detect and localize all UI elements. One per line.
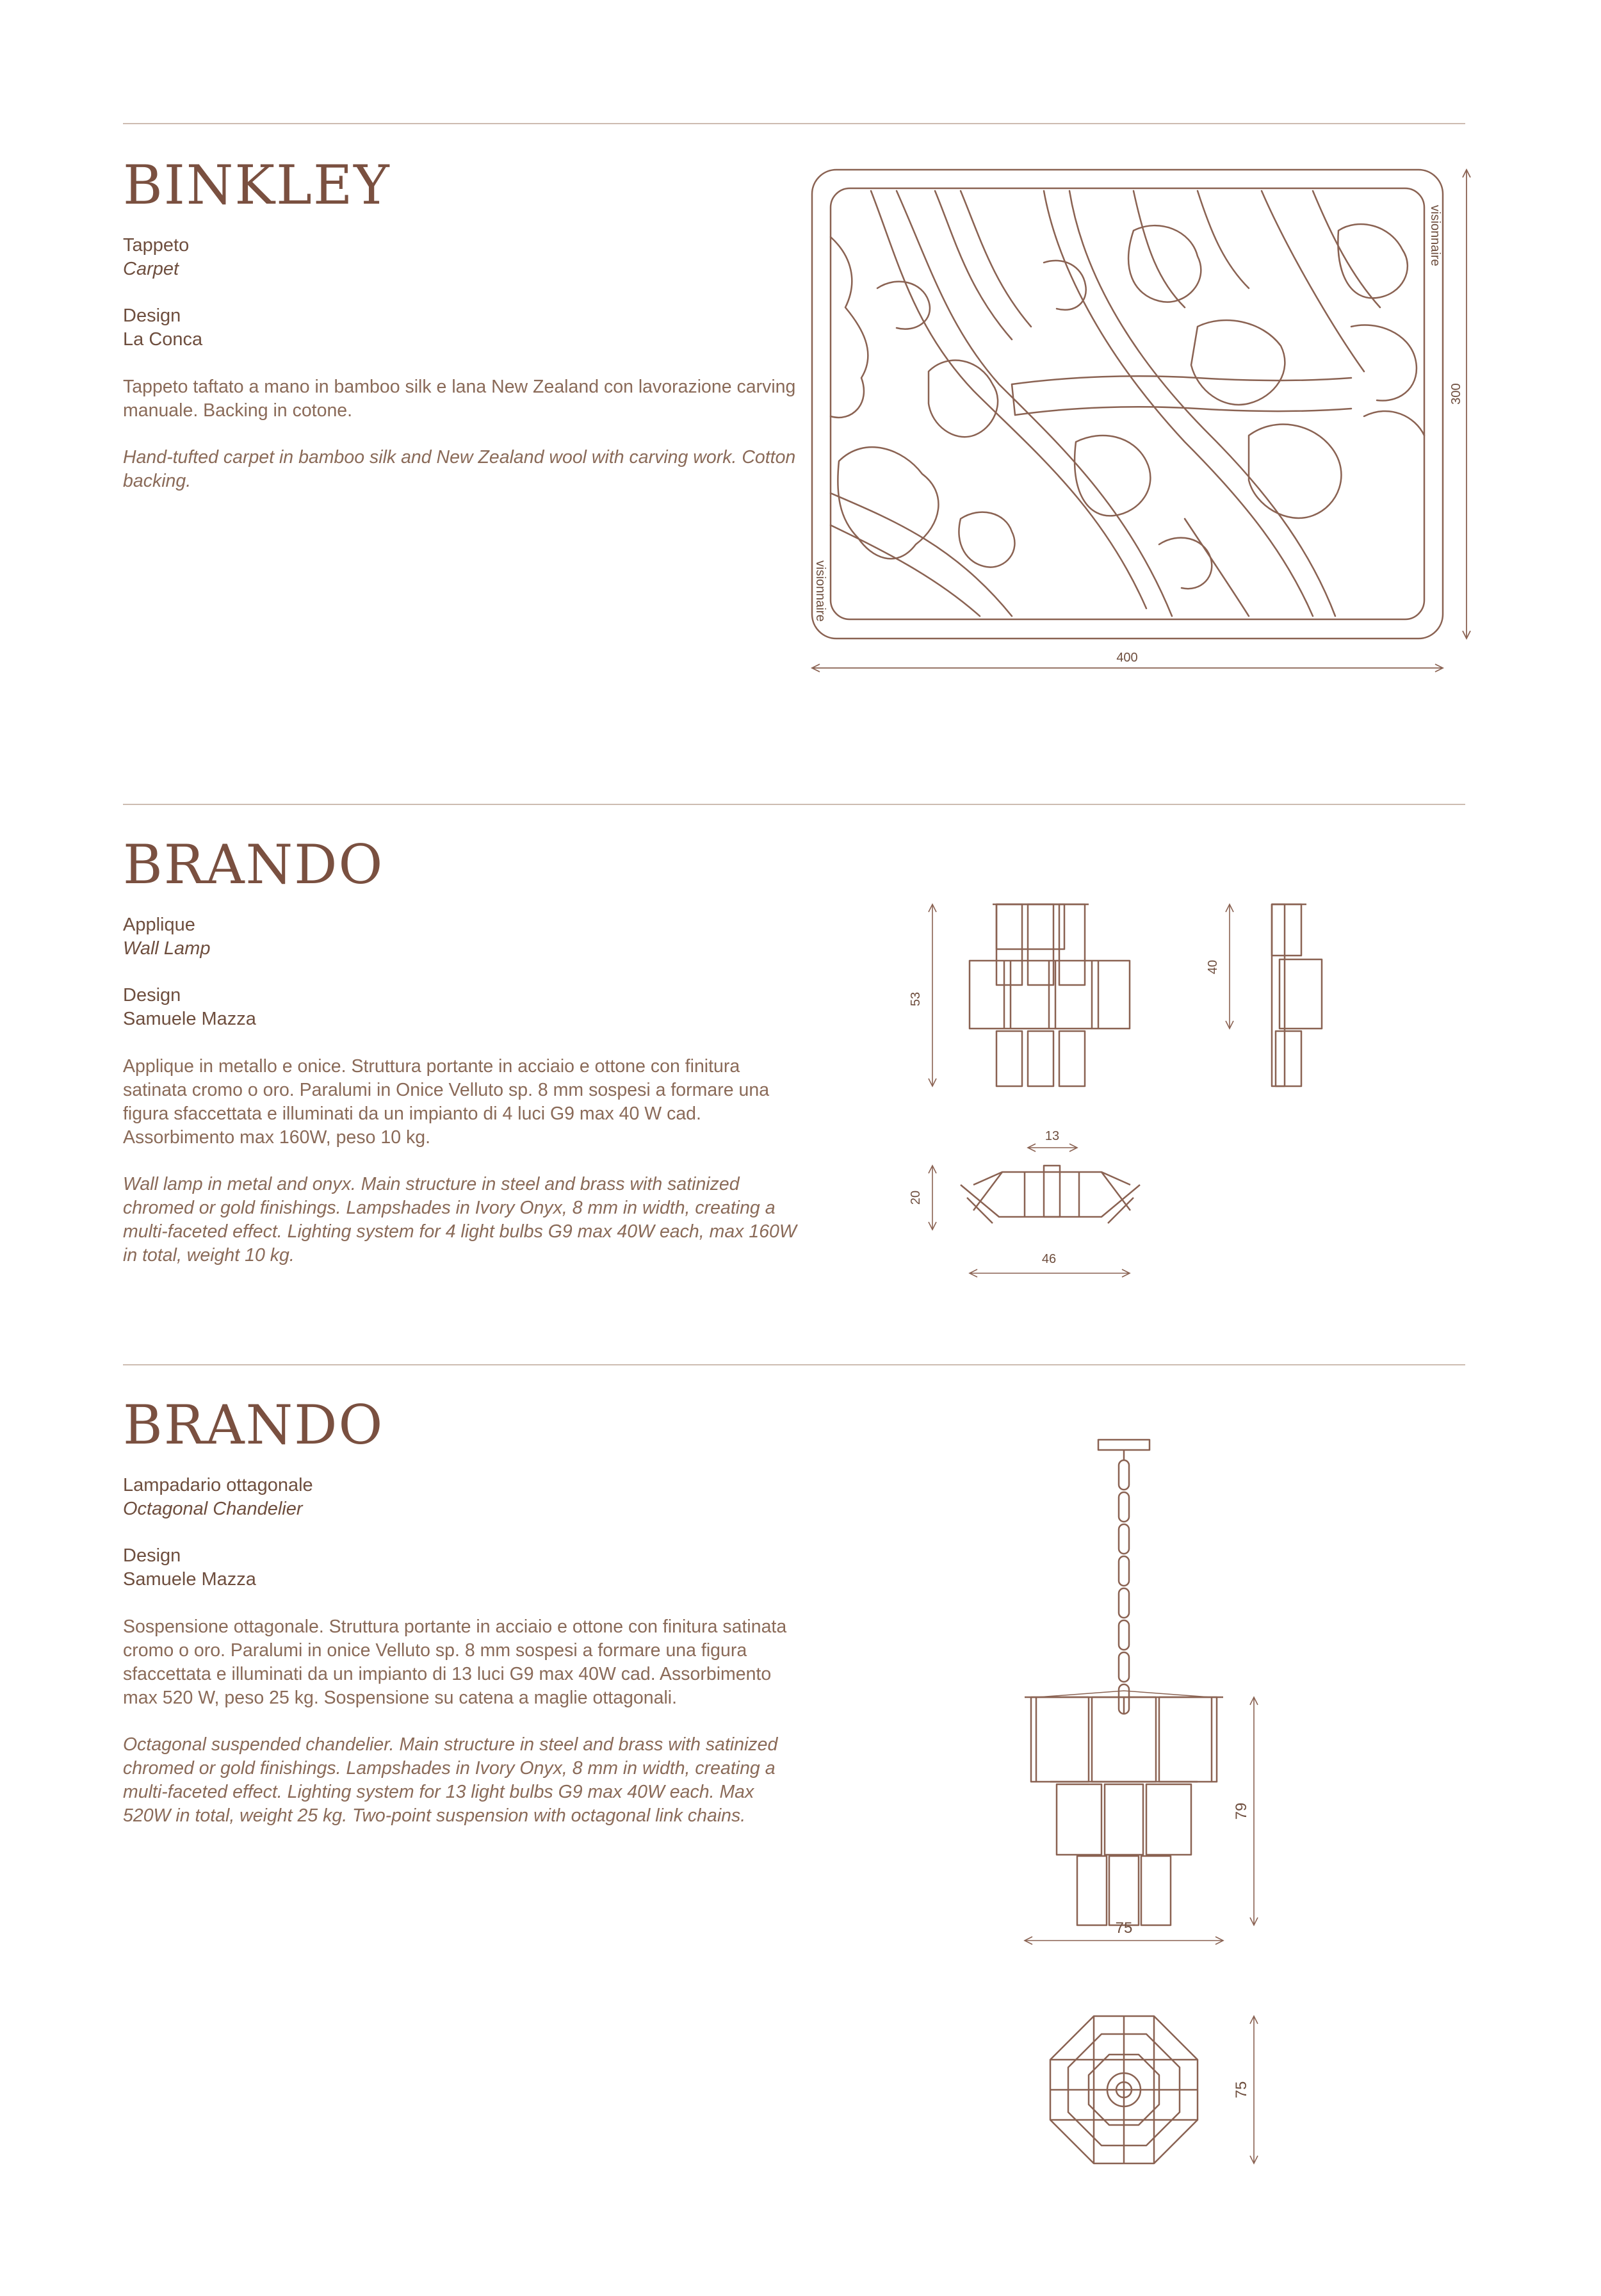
height-dimension-label: 79 — [1233, 1802, 1250, 1820]
product-type-it: Applique — [123, 915, 195, 935]
section-divider-binkley — [123, 123, 1465, 124]
product-info-brando-wall-lamp — [123, 913, 802, 1267]
wall-lamp-technical-drawing — [897, 884, 1358, 1294]
width-dimension-label: 400 — [1116, 651, 1138, 665]
brand-text-top: visionnaire — [1428, 205, 1442, 266]
product-info-brando-chandelier — [123, 1474, 802, 1828]
height-dimension-label: 300 — [1449, 383, 1463, 405]
product-title-brando-chandelier: BRANDO — [123, 1394, 384, 1456]
product-type-en: Octagonal Chandelier — [123, 1499, 303, 1519]
product-info-binkley — [123, 234, 802, 493]
designer-name: Samuele Mazza — [123, 1569, 256, 1590]
side-height-label: 40 — [1206, 959, 1220, 975]
designer-name: La Conca — [123, 329, 203, 350]
designer-name: Samuele Mazza — [123, 1009, 256, 1029]
design-label: Design — [123, 305, 181, 326]
description-en: Hand-tufted carpet in bamboo silk and New Zealand wool with carving work. Cotton backing. — [123, 447, 796, 491]
depth-top-label: 13 — [1044, 1129, 1060, 1143]
description-it: Sospensione ottagonale. Struttura portante in acciaio e ottone con finitura satinata cromo o oro. Paralumi in onice Velluto sp. 8 mm sospesi a formare una figura sfaccettata e illuminati da un impianto di 13 luci G9 max 40W cad. Assorbimento max 520 W, peso 25 kg. Sospensione su catena a maglie ottagonali. — [123, 1616, 787, 1708]
front-height-label: 53 — [909, 991, 923, 1007]
brand-text-bottom: visionnaire — [813, 560, 827, 622]
product-type-en: Wall Lamp — [123, 938, 211, 959]
width-bottom-label: 46 — [1041, 1252, 1057, 1266]
product-type-it: Tappeto — [123, 235, 190, 256]
description-it: Tappeto taftato a mano in bamboo silk e lana New Zealand con lavorazione carving manuale. Backing in cotone. — [123, 377, 796, 421]
description-it: Applique in metallo e onice. Struttura portante in acciaio e ottone con finitura satinata cromo o oro. Paralumi in Onice Velluto sp. 8 mm sospesi a formare una figura sfaccettata e illuminati da un impianto di 4 luci G9 max 40 W cad. Assorbimento max 160W, peso 10 kg. — [123, 1056, 770, 1148]
depth-side-label: 20 — [909, 1190, 923, 1205]
section-divider-brando-chandelier — [123, 1364, 1465, 1365]
carpet-technical-drawing — [800, 160, 1473, 672]
description-en: Wall lamp in metal and onyx. Main structure in steel and brass with satinized chromed or gold finishings. Lampshades in Ivory Onyx, 8 mm in width, creating a multi-faceted effect. Lighting system for 4 light bulbs G9 max 40W each, max 160W in total, weight 10 kg. — [123, 1174, 797, 1266]
chandelier-technical-drawing — [999, 1428, 1281, 2184]
product-title-binkley: BINKLEY — [123, 154, 391, 216]
plan-depth-label: 75 — [1233, 2081, 1250, 2099]
width-dimension-label: 75 — [1115, 1919, 1133, 1937]
product-type-it: Lampadario ottagonale — [123, 1475, 313, 1495]
product-title-brando-wall-lamp: BRANDO — [123, 833, 384, 896]
design-label: Design — [123, 985, 181, 1006]
product-type-en: Carpet — [123, 259, 179, 279]
section-divider-brando-wall-lamp — [123, 804, 1465, 805]
description-en: Octagonal suspended chandelier. Main structure in steel and brass with satinized chromed or gold finishings. Lampshades in Ivory Onyx, 8 mm in width, creating a multi-faceted effect. Lighting system for 13 light bulbs G9 max 40W each. Max 520W in total, weight 25 kg. Two-point suspension with octagonal link chains. — [123, 1734, 778, 1826]
design-label: Design — [123, 1545, 181, 1566]
